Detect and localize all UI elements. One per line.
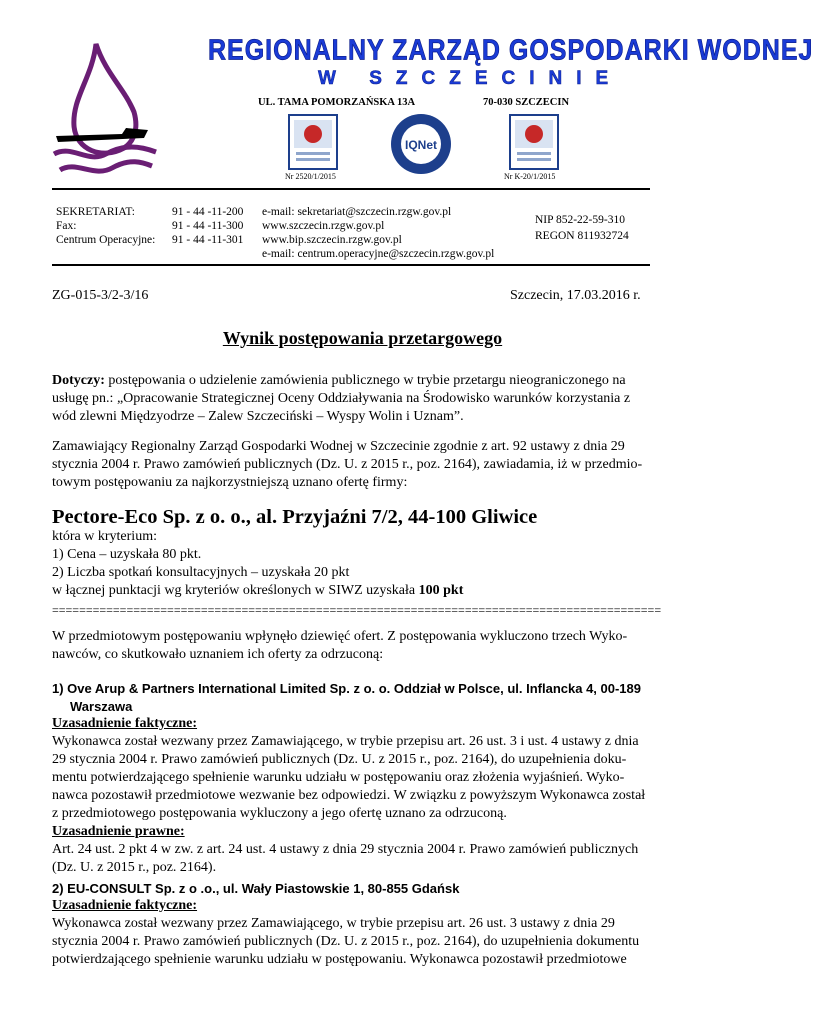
intro-paragraph xyxy=(52,438,674,492)
postcode-city: 70-030 SZCZECIN xyxy=(483,97,570,108)
excluded-bidder-1-body xyxy=(52,715,674,877)
summary-text: W przedmiotowym postępowaniu wpłynęło dziewięć ofert. Z postępowania wykluczono trzech Wyko- xyxy=(52,629,628,644)
excluded-bidder-1-heading xyxy=(52,680,674,716)
subject-text: postępowania o udzielenie zamówienia publicznego w trybie przetargu nieograniczonego na xyxy=(104,373,626,388)
subject-text: wód zlewni Międzyodrze – Zalew Szczeciński – Wyspy Wolin i Uznam”. xyxy=(52,409,464,424)
factual-justification-label: Uzasadnienie faktyczne: xyxy=(52,898,198,913)
subject-text: usługę pn.: „Opracowanie Strategicznej Oceny Oddziaływania na Środowisko warunków korzystania z xyxy=(52,391,631,406)
legal-text: Art. 24 ust. 2 pkt 4 w zw. z art. 24 ust. 4 ustawy z dnia 29 stycznia 2004 r. Prawo zamówień publicznych xyxy=(52,842,639,857)
legal-justification-label: Uzasadnienie prawne: xyxy=(52,824,185,839)
contact-emails xyxy=(262,205,494,261)
certificate-number-1: Nr 2520/1/2015 xyxy=(285,172,336,181)
contact-phone: 91 - 44 -11-301 xyxy=(172,234,244,246)
factual-text: potwierdzającego spełnienie warunku udziału w postępowaniu. Wykonawca pozostawił przedmiotowe xyxy=(52,952,627,967)
excluded-heading-text: Warszawa xyxy=(70,699,133,714)
subject-label: Dotyczy: xyxy=(52,373,105,388)
header-divider-top xyxy=(52,188,650,190)
org-name-line1: REGIONALNY ZARZĄD GOSPODARKI WODNEJ xyxy=(208,34,813,67)
criteria-text: 2) Liczba spotkań konsultacyjnych – uzyskała 20 pkt xyxy=(52,565,350,580)
street-address: UL. TAMA POMORZAŃSKA 13A xyxy=(258,97,416,108)
excluded-heading-text: 2) EU-CONSULT Sp. z o .o., ul. Wały Piastowskie 1, 80-855 Gdańsk xyxy=(52,881,460,896)
excluded-bidder-2-body xyxy=(52,897,674,969)
summary-paragraph xyxy=(52,628,674,664)
regon-number: REGON 811932724 xyxy=(535,230,629,242)
iqnet-label: IQNet xyxy=(404,138,438,152)
summary-text: nawców, co skutkowało uznaniem ich oferty za odrzuconą: xyxy=(52,647,384,662)
contact-label: SEKRETARIAT: xyxy=(56,206,136,218)
intro-text: towym postępowaniu za najkorzystniejszą uznano ofertę firmy: xyxy=(52,475,408,490)
factual-text: stycznia 2004 r. Prawo zamówień publicznych (Dz. U. z 2015 r., poz. 2164), do uzupełnienia dokumentu xyxy=(52,934,640,949)
rzgw-logo xyxy=(52,38,160,186)
email-link[interactable]: e-mail: sekretariat@szczecin.rzgw.gov.pl xyxy=(262,206,452,218)
website-link[interactable]: www.szczecin.rzgw.gov.pl xyxy=(262,220,385,232)
factual-justification-label: Uzasadnienie faktyczne: xyxy=(52,716,198,731)
document-reference: ZG-015-3/2-3/16 xyxy=(52,288,149,303)
contact-phone: 91 - 44 -11-300 xyxy=(172,220,244,232)
contact-label: Centrum Operacyjne: xyxy=(56,234,156,246)
certificate-badge-3 xyxy=(509,114,559,170)
criteria-text: 1) Cena – uzyskała 80 pkt. xyxy=(52,547,202,562)
subject-paragraph xyxy=(52,372,674,426)
factual-text: mentu potwierdzającego spełnienie warunku udziału w postępowaniu oraz złożenia wyjaśnień. Wyko- xyxy=(52,770,625,785)
org-name-line2: W SZCZECINIE xyxy=(318,68,623,89)
factual-text: 29 stycznia 2004 r. Prawo zamówień publicznych (Dz. U. z 2015 r., poz. 2164), do uzupełnienia doku- xyxy=(52,752,627,767)
factual-text: Wykonawca został wezwany przez Zamawiającego, w trybie przepisu art. 26 ust. 3 i ust. 4 ustawy z dnia xyxy=(52,734,639,749)
iqnet-certification-icon xyxy=(389,112,453,176)
total-text: w łącznej punktacji wg kryteriów określonych w SIWZ uzyskała xyxy=(52,583,419,598)
nip-number: NIP 852-22-59-310 xyxy=(535,214,625,226)
excluded-bidder-2-heading xyxy=(52,880,674,898)
separator-line: ========================================================================================== xyxy=(52,603,662,617)
document-title: Wynik postępowania przetargowego xyxy=(222,328,503,348)
bip-link[interactable]: www.bip.szczecin.rzgw.gov.pl xyxy=(262,234,402,246)
winning-bidder: Pectore-Eco Sp. z o. o., al. Przyjaźni 7/2, 44-100 Gliwice xyxy=(52,506,538,528)
criteria-block xyxy=(52,528,674,600)
criteria-text: która w kryterium: xyxy=(52,529,157,544)
document-date: Szczecin, 17.03.2016 r. xyxy=(510,288,641,303)
contact-phones xyxy=(172,205,243,247)
certificate-number-3: Nr K-20/1/2015 xyxy=(504,172,556,181)
total-points: 100 pkt xyxy=(418,583,464,598)
factual-text: nawca pozostawił przedmiotowe wezwanie bez odpowiedzi. W związku z powyższym Wykonawca został xyxy=(52,788,646,803)
excluded-heading-text: 1) Ove Arup & Partners International Limited Sp. z o. o. Oddział w Polsce, ul. Inflancka 4, 00-189 xyxy=(52,681,641,696)
header-divider-bottom xyxy=(52,264,650,266)
certificate-badge-1 xyxy=(288,114,338,170)
contact-label: Fax: xyxy=(56,220,77,232)
contact-labels xyxy=(56,205,155,247)
intro-text: stycznia 2004 r. Prawo zamówień publicznych (Dz. U. z 2015 r., poz. 2164), zawiadamia, iż w przedmio- xyxy=(52,457,643,472)
factual-text: z przedmiotowego postępowania wykluczony a jego ofertę uznano za odrzuconą. xyxy=(52,806,507,821)
legal-text: (Dz. U. z 2015 r., poz. 2164). xyxy=(52,860,217,875)
intro-text: Zamawiający Regionalny Zarząd Gospodarki Wodnej w Szczecinie zgodnie z art. 92 ustawy z dnia 29 xyxy=(52,439,625,454)
email-link[interactable]: e-mail: centrum.operacyjne@szczecin.rzgw.gov.pl xyxy=(262,248,495,260)
contact-phone: 91 - 44 -11-200 xyxy=(172,206,244,218)
factual-text: Wykonawca został wezwany przez Zamawiającego, w trybie przepisu art. 26 ust. 3 ustawy z dnia 29 xyxy=(52,916,615,931)
company-ids xyxy=(535,212,629,244)
